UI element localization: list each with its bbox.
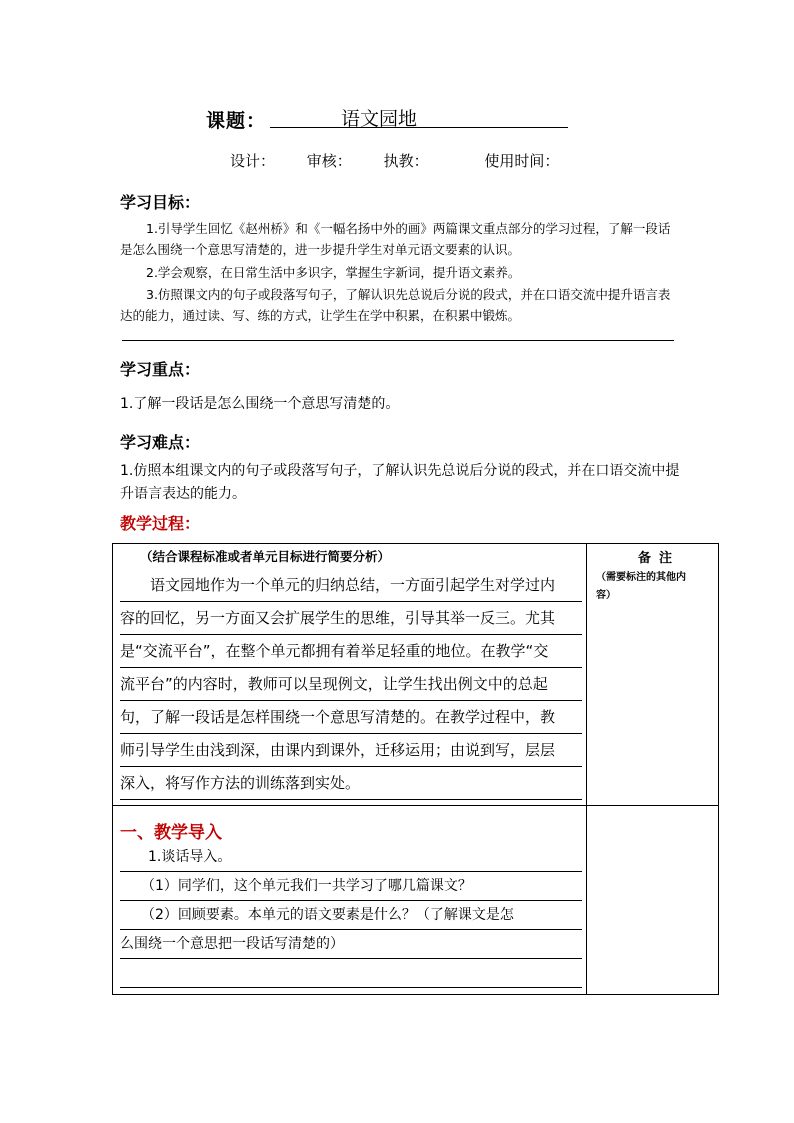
analysis-line: 语文园地作为一个单元的归纳总结，一方面引起学生对学过内 (120, 569, 582, 602)
meta-row (230, 150, 559, 171)
goal-item-3: 3.仿照课文内的句子或段落写句子，了解认识先总说后分说的段式，并在口语交流中提升语言表达的能力，通过读、写、练的方式，让学生在学中积累，在积累中锻炼。 (120, 287, 671, 323)
intro-heading: 一、教学导入 (120, 823, 222, 843)
title-text: 语文园地 (340, 108, 417, 130)
analysis-line: 容的回忆，另一方面又会扩展学生的思维，引导其举一反三。尤其 (120, 602, 582, 635)
intro-line: （2）回顾要素。本单元的语文要素是什么？（了解课文是怎 (120, 901, 582, 930)
difficulties-text: 1.仿照本组课文内的句子或段落写句子，了解认识先总说后分说的段式，并在口语交流中提升语言表达的能力。 (120, 463, 680, 502)
goals-heading: 学习目标： (120, 193, 201, 212)
table-row-divider (112, 805, 719, 806)
analysis-body (120, 569, 582, 800)
key-points-heading: 学习重点： (120, 360, 201, 379)
meta-time: 使用时间： (484, 152, 560, 170)
intro-line (120, 959, 582, 988)
intro-body (120, 843, 582, 988)
remark-note (596, 569, 716, 605)
analysis-heading: （结合课程标准或者单元目标进行简要分析） (140, 549, 391, 564)
key-points-text: 1.了解一段话是怎么围绕一个意思写清楚的。 (120, 396, 400, 412)
remark-heading: 备注 (638, 551, 681, 566)
table-column-divider (586, 543, 587, 995)
analysis-line: 深入，将写作方法的训练落到实处。 (120, 767, 582, 800)
title-label: 课题： (206, 110, 267, 132)
remark-note-line: 容） (596, 590, 616, 601)
analysis-line: 流平台”的内容时，教师可以呈现例文，让学生找出例文中的总起 (120, 668, 582, 701)
title-value (270, 104, 568, 128)
divider (122, 340, 674, 341)
analysis-line: 是“交流平台”，在整个单元都拥有着举足轻重的地位。在教学“交 (120, 635, 582, 668)
intro-line: 1.谈话导入。 (120, 843, 582, 872)
intro-line: 么围绕一个意思把一段话写清楚的） (120, 930, 582, 959)
meta-design: 设计： (230, 152, 276, 170)
goal-item-1: 1.引导学生回忆《赵州桥》和《一幅名扬中外的画》两篇课文重点部分的学习过程，了解一段话是怎么围绕一个意思写清楚的，进一步提升学生对单元语文要素的认识。 (120, 221, 671, 257)
analysis-line: 师引导学生由浅到深，由课内到课外，迁移运用；由说到写，层层 (120, 734, 582, 767)
process-heading: 教学过程： (120, 514, 201, 533)
intro-line: （1）同学们，这个单元我们一共学习了哪几篇课文？ (120, 872, 582, 901)
difficulties-heading: 学习难点： (120, 433, 201, 452)
remark-note-line: （需要标注的其他内 (596, 572, 686, 583)
meta-review: 审核： (306, 152, 352, 170)
goal-item-2: 2.学会观察，在日常生活中多识字，掌握生字新词，提升语文素养。 (146, 265, 521, 280)
meta-teach: 执教： (383, 152, 429, 170)
analysis-line: 句，了解一段话是怎样围绕一个意思写清楚的。在教学过程中，教 (120, 701, 582, 734)
